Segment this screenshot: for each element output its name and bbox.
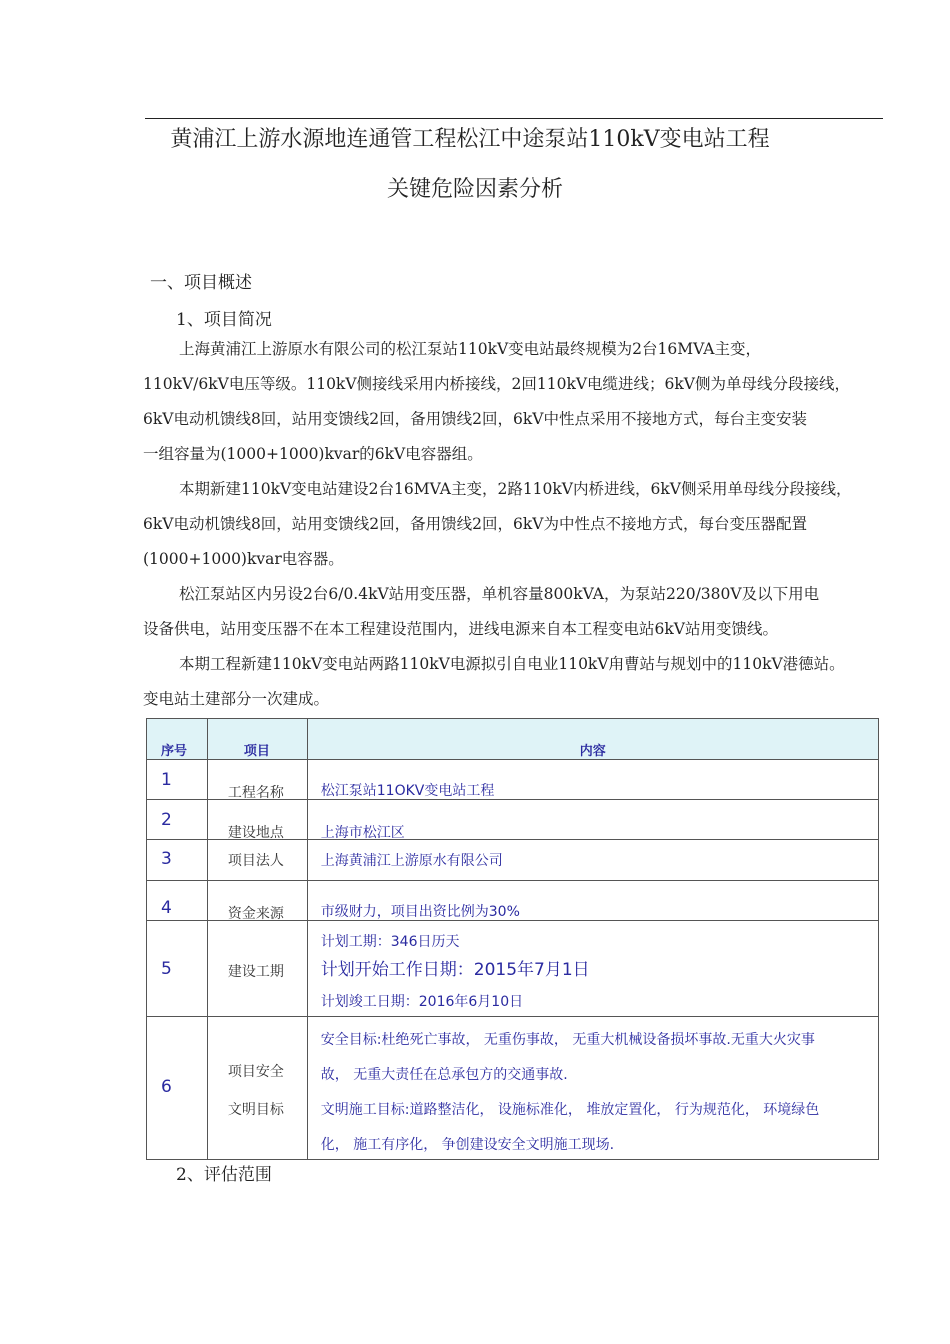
- header-cell: [207, 719, 307, 760]
- cell-item: 工程名称: [207, 760, 307, 800]
- header-cell: [307, 719, 878, 760]
- cell-item: 建设工期: [207, 921, 307, 1017]
- cell-no: 6: [147, 1017, 208, 1160]
- table-row: [147, 800, 879, 840]
- header-no: 序号: [161, 744, 188, 759]
- paragraph-line: 本期工程新建110kV变电站两路110kV电源拟引自电业110kV甪曹站与规划中的110kV港德站。: [179, 655, 845, 673]
- cell-content: 计划工期：346日历天 计划开始工作日期：2015年7月1日 计划竣工日期：2016年6月10日: [307, 921, 878, 1017]
- table-row: [147, 760, 879, 800]
- paragraph-line: 110kV/6kV电压等级。110kV侧接线采用内桥接线，2回110kV电缆进线；6kV侧为单母线分段接线，: [143, 375, 850, 393]
- subsection-heading-brief: 1、项目简况: [176, 310, 272, 330]
- document-title: 黄浦江上游水源地连通管工程松江中途泵站110kV变电站工程: [170, 127, 770, 152]
- paragraph-line: 松江泵站区内另设2台6/0.4kV站用变压器，单机容量800kVA，为泵站220/380V及以下用电: [179, 585, 820, 603]
- cell-item: 建设地点: [207, 800, 307, 840]
- cell-no: 3: [147, 840, 208, 881]
- table-header-row: [147, 719, 879, 760]
- top-rule: [145, 118, 883, 119]
- cell-content: 安全目标:杜绝死亡事故， 无重伤事故， 无重大机械设备损坏事故.无重大火灾事 故， 无重大责任在总承包方的交通事故. 文明施工目标:道路整洁化， 设施标准化， 堆放定置化， 行为规范化， 环境绿色 化， 施工有序化， 争创建设安全文明施工现场.: [307, 1017, 878, 1160]
- table-row: [147, 840, 879, 881]
- paragraph-1: [143, 332, 888, 472]
- project-info-table: [146, 718, 879, 1160]
- header-item: 项目: [243, 744, 270, 759]
- paragraph-line: 本期新建110kV变电站建设2台16MVA主变，2路110kV内桥进线，6kV侧采用单母线分段接线，: [179, 480, 852, 498]
- cell-item: 项目安全 文明目标: [207, 1017, 307, 1160]
- paragraph-line: 变电站土建部分一次建成。: [143, 690, 330, 708]
- paragraph-line: 上海黄浦江上游原水有限公司的松江泵站110kV变电站最终规模为2台16MVA主变，: [179, 340, 761, 358]
- cell-content: 上海市松江区: [307, 800, 878, 840]
- paragraph-4: [143, 647, 888, 717]
- paragraph-line: 设备供电，站用变压器不在本工程建设范围内，进线电源来自本工程变电站6kV站用变馈线。: [143, 620, 778, 638]
- cell-no: 1: [147, 760, 208, 800]
- paragraph-line: 一组容量为(1000+1000)kvar的6kV电容器组。: [143, 445, 483, 463]
- paragraph-3: [143, 577, 888, 647]
- table-row: [147, 881, 879, 921]
- cell-content: 松江泵站11OKV变电站工程: [307, 760, 878, 800]
- cell-content: 市级财力，项目出资比例为30%: [307, 881, 878, 921]
- paragraph-line: (1000+1000)kvar电容器。: [143, 550, 344, 568]
- document-subtitle: 关键危险因素分析: [386, 177, 563, 202]
- cell-content: 上海黄浦江上游原水有限公司: [307, 840, 878, 881]
- header-content: 内容: [579, 744, 606, 759]
- cell-item: 资金来源: [207, 881, 307, 921]
- paragraph-line: 6kV电动机馈线8回，站用变馈线2回，备用馈线2回，6kV为中性点不接地方式，每台变压器配置: [143, 515, 807, 533]
- header-cell: [147, 719, 208, 760]
- table-row: [147, 1017, 879, 1160]
- subsection-heading-scope: 2、评估范围: [176, 1165, 272, 1185]
- paragraph-2: [143, 472, 888, 577]
- table-row: [147, 921, 879, 1017]
- paragraph-line: 6kV电动机馈线8回，站用变馈线2回，备用馈线2回，6kV中性点采用不接地方式，每台主变安装: [143, 410, 807, 428]
- cell-no: 2: [147, 800, 208, 840]
- section-heading-overview: 一、项目概述: [150, 273, 252, 293]
- cell-item: 项目法人: [207, 840, 307, 881]
- cell-no: 5: [147, 921, 208, 1017]
- cell-no: 4: [147, 881, 208, 921]
